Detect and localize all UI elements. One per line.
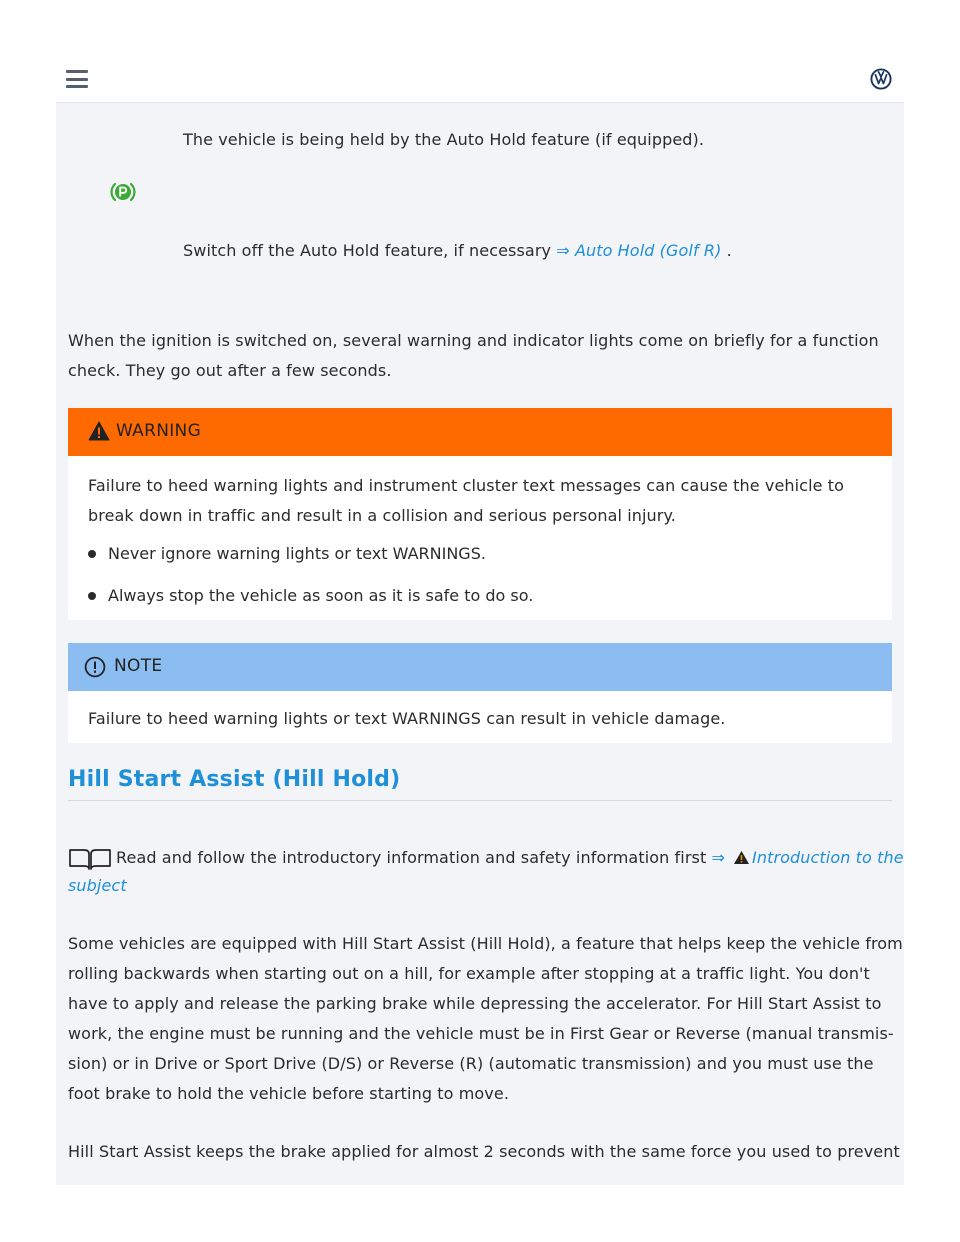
section-title: Hill Start Assist (Hill Hold): [68, 767, 892, 801]
note-title: NOTE: [114, 656, 163, 676]
hill-start-paragraph-line: work, the engine must be running and the vehicle must be in First Gear or Reverse (manual transmis-: [68, 1024, 894, 1043]
hill-start-paragraph-line: Some vehicles are equipped with Hill Start Assist (Hill Hold), a feature that helps keep the vehicle from: [68, 934, 903, 953]
introduction-link-continued: [68, 871, 127, 900]
open-book-icon: [68, 847, 112, 871]
warning-header: [68, 408, 892, 456]
hill-start-second-paragraph: Hill Start Assist keeps the brake applied for almost 2 seconds with the same force you used to prevent: [68, 1142, 900, 1161]
hill-start-paragraph-line: rolling backwards when starting out on a hill, for example after stopping at a traffic light. You don't: [68, 964, 870, 983]
vw-logo-icon[interactable]: [870, 68, 892, 90]
auto-hold-golf-r-link[interactable]: ⇒ Auto Hold (Golf R): [556, 241, 722, 260]
warning-triangle-icon: [733, 850, 750, 865]
note-box: [68, 643, 892, 743]
warning-title: WARNING: [116, 421, 202, 441]
ignition-paragraph-line2: check. They go out after a few seconds.: [68, 361, 392, 380]
hill-start-paragraph-line: have to apply and release the parking brake while depressing the accelerator. For Hill Start Assist to: [68, 994, 882, 1013]
warning-text-line1: Failure to heed warning lights and instrument cluster text messages can cause the vehicle to: [88, 476, 845, 495]
exclamation-circle-icon: [84, 656, 106, 678]
hill-start-paragraph-line: sion) or in Drive or Sport Drive (D/S) or Reverse (R) (automatic transmission) and you must use the: [68, 1054, 874, 1073]
parking-brake-indicator-icon: [110, 179, 136, 205]
warning-triangle-icon: [88, 421, 110, 441]
autohold-held-text: The vehicle is being held by the Auto Hold feature (if equipped).: [183, 130, 705, 149]
hill-start-paragraph-line: foot brake to hold the vehicle before starting to move.: [68, 1084, 510, 1103]
note-text: Failure to heed warning lights or text WARNINGS can result in vehicle damage.: [88, 709, 726, 728]
introduction-link[interactable]: Introduction to the: [752, 848, 904, 867]
introduction-link[interactable]: subject: [68, 876, 127, 895]
top-bar: [56, 52, 904, 103]
intro-reference: Read and follow the introductory information and safety information first ⇒ Introduction to the: [116, 848, 904, 867]
autohold-switch-off-text: Switch off the Auto Hold feature, if necessary ⇒ Auto Hold (Golf R) .: [183, 241, 732, 260]
content-panel: [56, 103, 904, 1185]
warning-box: WARNING Failure to heed warning lights and instrument cluster text messages can cause the vehicle to break down in traffic and result in a collision and serious personal injury. Never ignore warning lights or text WARNINGS. Always stop the vehicle as soon as it is safe to do so.: [68, 408, 892, 620]
hamburger-menu-icon[interactable]: [66, 70, 88, 88]
bullet-dot: [88, 592, 96, 600]
note-header: [68, 643, 892, 691]
bullet-dot: [88, 550, 96, 558]
warning-text-line2: break down in traffic and result in a collision and serious personal injury.: [88, 506, 676, 525]
ignition-paragraph-line1: When the ignition is switched on, several warning and indicator lights come on briefly for a function: [68, 331, 879, 350]
